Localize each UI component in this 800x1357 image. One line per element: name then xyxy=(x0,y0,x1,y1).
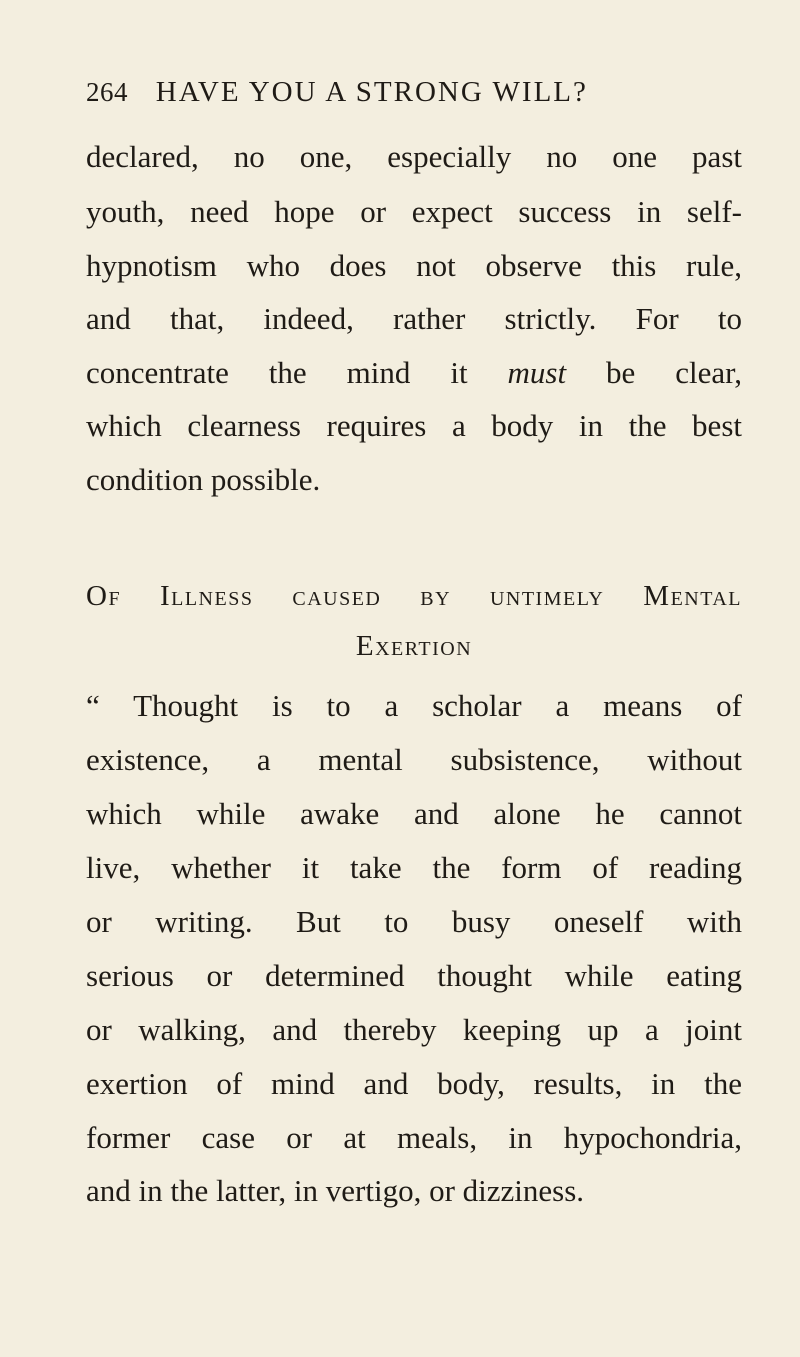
text-line: and that, indeed, rather strictly. For to xyxy=(86,301,742,336)
text-line: or walking, and thereby keeping up a joint xyxy=(86,1012,742,1047)
text-line: which clearness requires a body in the best xyxy=(86,408,742,443)
text-line: exertion of mind and body, results, in the xyxy=(86,1066,742,1101)
text-line: “ Thought is to a scholar a means of xyxy=(86,688,742,723)
text-line: and in the latter, in vertigo, or dizziness. xyxy=(86,1173,585,1208)
text-line: former case or at meals, in hypochondria, xyxy=(86,1120,742,1155)
text-line: which while awake and alone he cannot xyxy=(86,796,742,831)
text-line: serious or determined thought while eating xyxy=(86,958,742,993)
text-line: youth, need hope or expect success in self- xyxy=(86,194,742,229)
page-number: 264 xyxy=(86,77,128,107)
page-header xyxy=(86,72,726,112)
running-head: HAVE YOU A STRONG WILL? xyxy=(155,76,588,108)
text-fragment: be clear, xyxy=(566,355,742,390)
text-line: hypnotism who does not observe this rule, xyxy=(86,248,742,283)
text-line: existence, a mental subsistence, without xyxy=(86,742,742,777)
text-line: condition possible. xyxy=(86,462,321,497)
text-line: declared, no one, especially no one past xyxy=(86,139,742,174)
text-line: live, whether it take the form of reading xyxy=(86,850,742,885)
text-fragment: concentrate the mind it xyxy=(86,355,508,390)
text-line: or writing. But to busy oneself with xyxy=(86,904,742,939)
section-heading-line: Of Illness caused by untimely Mental xyxy=(86,580,742,612)
section-heading-line: Exertion xyxy=(355,630,473,662)
emphasis-must: must xyxy=(507,355,567,390)
text-line xyxy=(86,353,742,393)
